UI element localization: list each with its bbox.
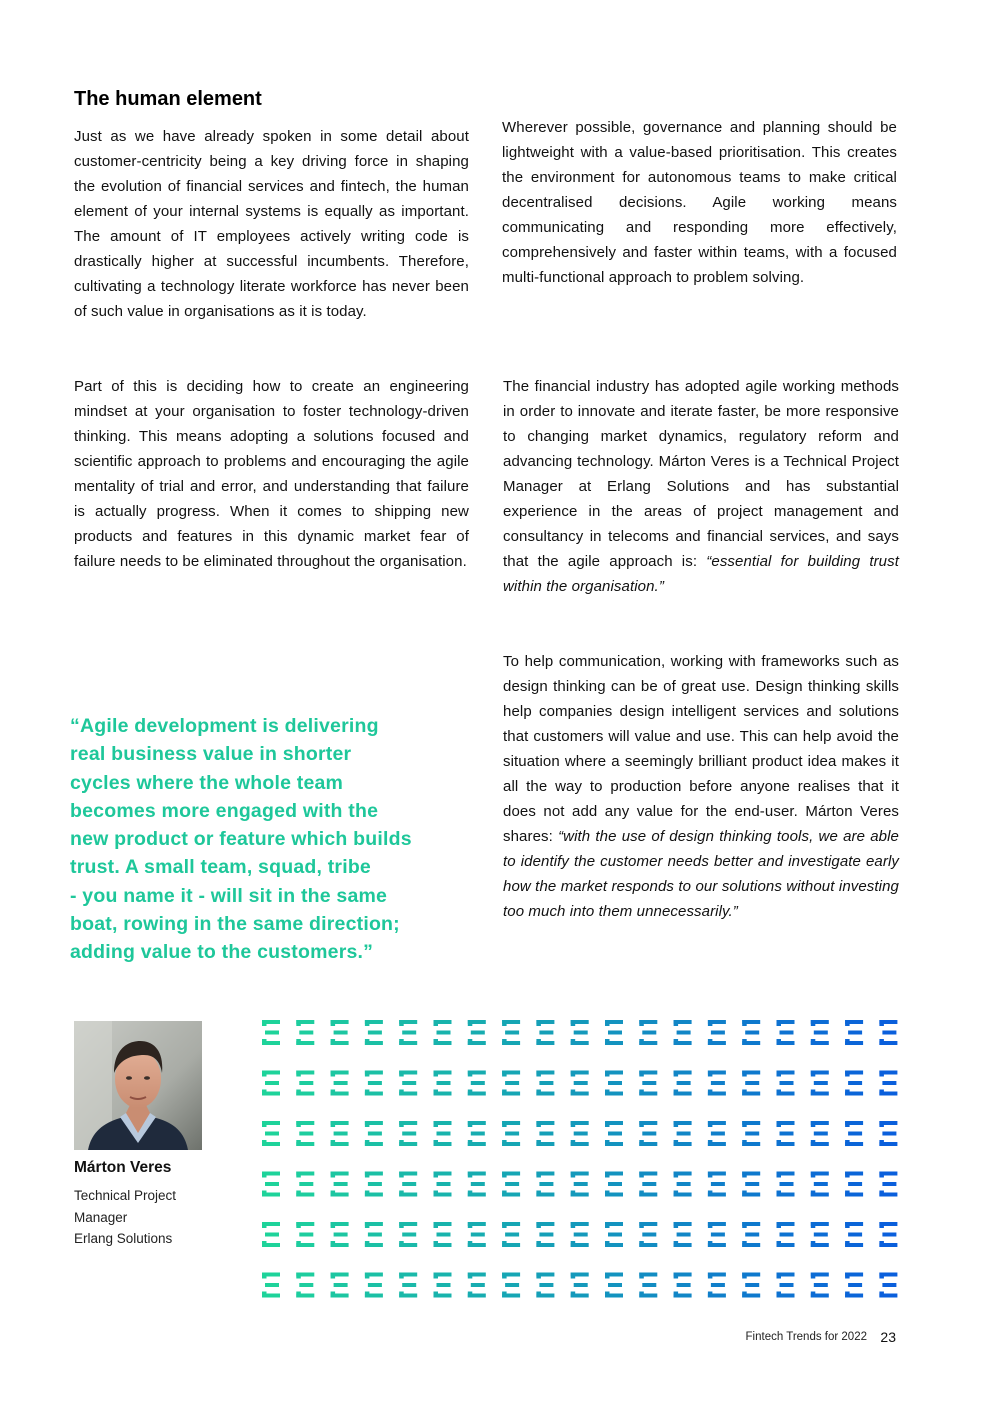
erlang-e-icon — [674, 1020, 692, 1045]
erlang-e-icon — [262, 1172, 280, 1197]
erlang-e-icon — [468, 1020, 486, 1045]
erlang-e-icon — [331, 1172, 349, 1197]
erlang-e-icon — [571, 1222, 589, 1247]
erlang-e-icon — [571, 1121, 589, 1146]
erlang-e-icon — [879, 1121, 897, 1146]
erlang-e-icon — [365, 1121, 383, 1146]
erlang-e-icon — [296, 1071, 314, 1096]
erlang-e-icon — [605, 1071, 623, 1096]
erlang-e-icon — [811, 1020, 829, 1045]
erlang-e-icon — [434, 1172, 452, 1197]
erlang-e-icon — [811, 1071, 829, 1096]
erlang-e-icon — [536, 1222, 554, 1247]
erlang-e-icon — [605, 1273, 623, 1298]
erlang-e-icon — [331, 1071, 349, 1096]
pull-quote-line: new product or feature which builds — [70, 828, 412, 851]
erlang-e-icon — [639, 1222, 657, 1247]
profile-title-line: Manager — [74, 1209, 128, 1225]
erlang-e-icon — [811, 1222, 829, 1247]
paragraph-governance: Wherever possible, governance and planning should be lightweight with a value-based prioritisation. This creates the environment for autonomous teams to make critical decentralised decisions. Agile working means communicating and responding more effectively, comprehensively and faster within teams, with a focused multi-functional approach to problem solving. — [502, 119, 897, 286]
footer-publication: Fintech Trends for 2022 — [745, 1331, 867, 1343]
erlang-e-icon — [879, 1172, 897, 1197]
erlang-e-icon — [262, 1222, 280, 1247]
erlang-e-icon — [262, 1071, 280, 1096]
erlang-e-icon — [571, 1273, 589, 1298]
erlang-e-icon — [536, 1071, 554, 1096]
profile-name: Márton Veres — [74, 1159, 172, 1176]
erlang-e-icon — [365, 1020, 383, 1045]
erlang-e-icon — [605, 1020, 623, 1045]
paragraph-agile-methods — [503, 374, 899, 599]
erlang-e-icon — [365, 1273, 383, 1298]
profile-photo — [74, 1021, 202, 1150]
erlang-e-icon — [708, 1121, 726, 1146]
erlang-e-icon — [571, 1020, 589, 1045]
erlang-e-icon — [879, 1222, 897, 1247]
erlang-e-icon — [502, 1121, 520, 1146]
erlang-e-icon — [708, 1222, 726, 1247]
erlang-e-icon — [262, 1273, 280, 1298]
erlang-e-icon — [708, 1172, 726, 1197]
erlang-e-icon — [845, 1020, 863, 1045]
erlang-e-icon — [365, 1222, 383, 1247]
erlang-e-icon — [399, 1071, 417, 1096]
pull-quote-line: cycles where the whole team — [70, 771, 344, 794]
erlang-e-icon — [502, 1222, 520, 1247]
erlang-e-icon — [399, 1121, 417, 1146]
erlang-e-icon — [811, 1121, 829, 1146]
erlang-e-icon — [502, 1273, 520, 1298]
erlang-e-icon — [811, 1273, 829, 1298]
erlang-e-icon — [879, 1020, 897, 1045]
erlang-e-icon — [845, 1071, 863, 1096]
erlang-e-icon — [399, 1020, 417, 1045]
erlang-e-icon — [331, 1020, 349, 1045]
pull-quote-line: trust. A small team, squad, tribe — [70, 856, 371, 879]
erlang-e-icon — [708, 1071, 726, 1096]
erlang-e-icon — [742, 1071, 760, 1096]
erlang-e-icon — [434, 1273, 452, 1298]
erlang-e-icon — [674, 1172, 692, 1197]
erlang-e-icon — [434, 1222, 452, 1247]
erlang-e-icon — [879, 1071, 897, 1096]
erlang-e-icon — [879, 1273, 897, 1298]
profile-company: Erlang Solutions — [74, 1231, 173, 1246]
erlang-e-icon — [605, 1222, 623, 1247]
erlang-e-icon — [262, 1121, 280, 1146]
erlang-e-icon — [777, 1222, 795, 1247]
erlang-e-icon — [502, 1071, 520, 1096]
erlang-e-icon — [777, 1172, 795, 1197]
erlang-e-icon — [399, 1273, 417, 1298]
pull-quote-line: becomes more engaged with the — [70, 799, 379, 822]
pull-quote-line: adding value to the customers.” — [70, 941, 374, 964]
erlang-e-icon — [605, 1121, 623, 1146]
erlang-e-icon — [845, 1172, 863, 1197]
section-heading: The human element — [74, 88, 262, 110]
paragraph-design-thinking — [503, 649, 899, 924]
erlang-e-icon — [639, 1172, 657, 1197]
erlang-e-icon — [845, 1273, 863, 1298]
erlang-e-icon — [742, 1020, 760, 1045]
pull-quote-line: real business value in shorter — [70, 743, 352, 766]
erlang-e-icon — [571, 1071, 589, 1096]
erlang-e-icon — [742, 1273, 760, 1298]
erlang-e-icon — [777, 1071, 795, 1096]
erlang-e-icon — [742, 1222, 760, 1247]
erlang-e-icon — [296, 1273, 314, 1298]
erlang-e-icon — [296, 1222, 314, 1247]
erlang-e-icon — [639, 1273, 657, 1298]
erlang-e-icon — [331, 1121, 349, 1146]
erlang-e-icon — [742, 1121, 760, 1146]
page-number: 23 — [880, 1329, 896, 1345]
erlang-e-icon — [536, 1273, 554, 1298]
erlang-e-icon — [296, 1121, 314, 1146]
erlang-e-icon — [296, 1020, 314, 1045]
erlang-e-icon — [674, 1121, 692, 1146]
erlang-e-icon — [674, 1222, 692, 1247]
erlang-e-icon — [536, 1121, 554, 1146]
paragraph-text: To help communication, working with frameworks such as design thinking can be of great use. Design thinking skills help companies design intelligent services and solutions that customers will value and use. This can help avoid the situation where a seemingly brilliant product idea makes it all the way to production before anyone realises that it does not add any value for the end-user. Márton Veres shares: — [503, 653, 899, 845]
erlang-e-icon — [777, 1020, 795, 1045]
erlang-e-icon — [468, 1121, 486, 1146]
pull-quote-line: - you name it - will sit in the same — [70, 884, 388, 907]
pull-quote — [70, 712, 455, 967]
erlang-e-icon — [365, 1172, 383, 1197]
erlang-e-icon — [811, 1172, 829, 1197]
erlang-e-icon — [639, 1020, 657, 1045]
erlang-e-icon — [777, 1121, 795, 1146]
erlang-e-icon — [365, 1071, 383, 1096]
erlang-e-icon — [502, 1172, 520, 1197]
erlang-e-icon — [536, 1172, 554, 1197]
pull-quote-line: boat, rowing in the same direction; — [70, 913, 400, 936]
erlang-e-icon — [708, 1273, 726, 1298]
erlang-e-icon — [468, 1071, 486, 1096]
erlang-e-icon — [296, 1172, 314, 1197]
erlang-e-icon — [502, 1020, 520, 1045]
erlang-e-icon — [262, 1020, 280, 1045]
pull-quote-line: “Agile development is delivering — [70, 715, 379, 737]
erlang-e-icon — [674, 1273, 692, 1298]
erlang-e-icon — [639, 1071, 657, 1096]
inline-quote: “essential for building trust within the organisation.” — [503, 553, 899, 595]
paragraph-human-element: Just as we have already spoken in some detail about customer-centricity being a key driving force in shaping the evolution of financial services and fintech, the human element of your internal systems is equally as important. The amount of IT employees actively writing code is drastically higher at successful incumbents. Therefore, cultivating a technology literate workforce has never been of such value in organisations as it is today. — [74, 128, 469, 320]
erlang-e-icon — [845, 1121, 863, 1146]
erlang-e-icon — [639, 1121, 657, 1146]
erlang-e-icon — [605, 1172, 623, 1197]
paragraph-engineering-mindset: Part of this is deciding how to create an engineering mindset at your organisation to foster technology-driven thinking. This means adopting a solutions focused and scientific approach to problems and encouraging the agile mentality of trial and error, and understanding that failure is actually progress. When it comes to shipping new products and features in this dynamic market fear of failure needs to be eliminated throughout the organisation. — [74, 378, 469, 570]
erlang-e-icon — [845, 1222, 863, 1247]
profile-title-line: Technical Project — [74, 1188, 177, 1203]
paragraph-text: The financial industry has adopted agile working methods in order to innovate and iterate faster, be more responsive to changing market dynamics, regulatory reform and advancing technology. Márton Veres is a Technical Project Manager at Erlang Solutions and has substantial experience in the areas of project management and consultancy in telecoms and financial services, and says that the agile approach is: — [503, 378, 899, 570]
erlang-e-icon — [777, 1273, 795, 1298]
erlang-e-icon — [399, 1172, 417, 1197]
erlang-e-icon — [571, 1172, 589, 1197]
erlang-e-icon — [468, 1273, 486, 1298]
erlang-pattern-graphic — [258, 1016, 904, 1298]
erlang-e-icon — [742, 1172, 760, 1197]
erlang-e-icon — [536, 1020, 554, 1045]
erlang-e-icon — [674, 1071, 692, 1096]
erlang-e-icon — [399, 1222, 417, 1247]
erlang-e-icon — [434, 1020, 452, 1045]
erlang-e-icon — [468, 1172, 486, 1197]
erlang-e-icon — [434, 1071, 452, 1096]
erlang-e-icon — [331, 1222, 349, 1247]
erlang-e-icon — [468, 1222, 486, 1247]
profile-role — [74, 1185, 214, 1250]
inline-quote: “with the use of design thinking tools, we are able to identify the customer needs better and investigate early how the market responds to our solutions without investing too much into them unnecessarily.” — [503, 828, 899, 920]
erlang-e-icon — [331, 1273, 349, 1298]
erlang-e-icon — [434, 1121, 452, 1146]
erlang-e-icon — [708, 1020, 726, 1045]
